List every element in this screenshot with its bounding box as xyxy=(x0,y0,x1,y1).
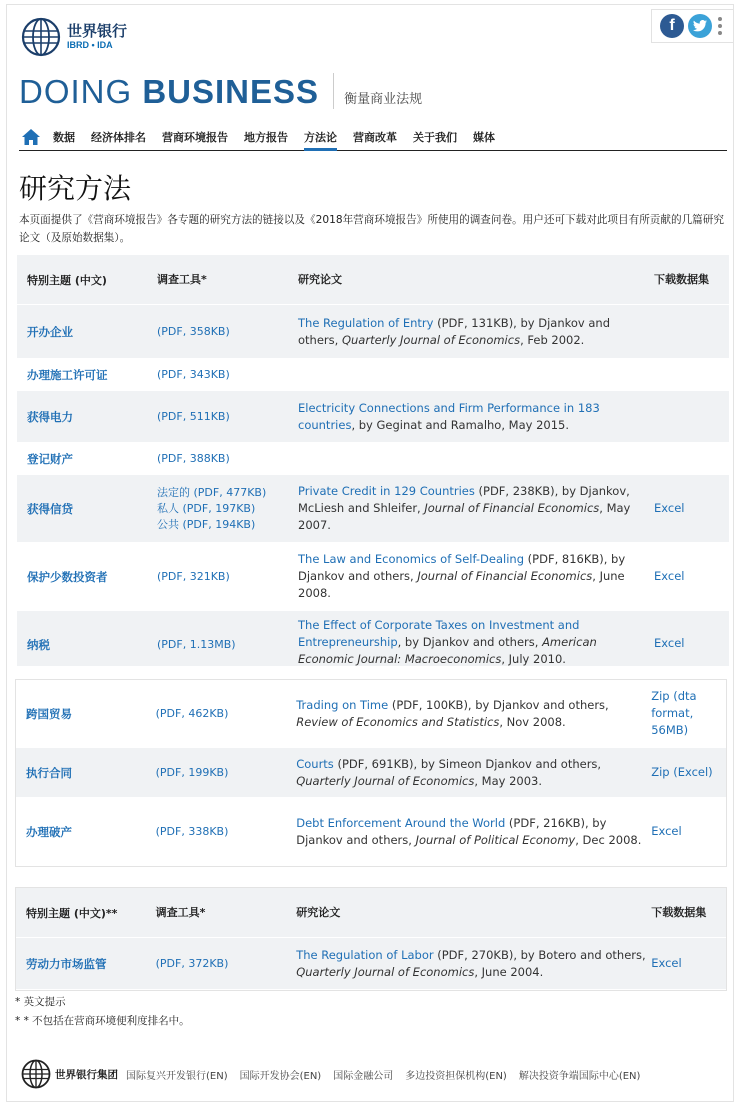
tool-link[interactable]: (PDF, 372KB) xyxy=(155,956,229,970)
paper-link[interactable]: The Effect of Corporate Taxes on Investment and Entrepreneurship xyxy=(298,618,580,649)
paper-cell xyxy=(298,551,652,602)
tool-link[interactable]: (PDF, 338KB) xyxy=(155,824,229,838)
footer-link-icsid[interactable]: 解决投资争端国际中心(EN) xyxy=(518,1070,641,1082)
footer-link-miga[interactable]: 多边投资担保机构(EN) xyxy=(405,1070,507,1082)
logo-cn-text: 世界银行 xyxy=(67,22,128,41)
social-bar xyxy=(651,9,733,43)
main-nav xyxy=(19,123,727,151)
journal-name: Quarterly Journal of Economics xyxy=(296,964,475,979)
tool-link[interactable]: (PDF, 343KB) xyxy=(157,367,230,381)
paper-text: (PDF, 100KB), by Djankov and others, xyxy=(388,697,609,712)
table-row xyxy=(17,543,729,611)
journal-name: American Economic Journal: Macroeconomics xyxy=(298,635,597,666)
journal-name: Quarterly Journal of Economics xyxy=(341,332,521,347)
more-dots-icon[interactable] xyxy=(716,14,724,38)
methodology-table-continued xyxy=(15,679,727,867)
brand-name: DOING BUSINESS xyxy=(19,73,320,110)
globe-icon xyxy=(21,17,61,57)
dataset-link[interactable]: Zip (dta format, 56MB) xyxy=(651,689,697,737)
paper-cell xyxy=(296,756,649,790)
nav-item-media[interactable]: 媒体 xyxy=(473,130,495,144)
dataset-link[interactable]: Excel xyxy=(651,824,682,838)
header-topic: 特别主题 (中文)** xyxy=(26,906,118,920)
tool-link-private[interactable]: 私人 (PDF, 197KB) xyxy=(157,501,256,515)
paper-cell xyxy=(298,483,652,534)
page-intro: 本页面提供了《营商环境报告》各专题的研究方法的链接以及《2018年营商环境报告》所使用的调查问卷。用户还可下载对此项目有所贡献的几篇研究论文（及原始数据集）。 xyxy=(19,214,724,244)
table-header-row xyxy=(17,255,729,305)
dataset-link[interactable]: Excel xyxy=(651,956,682,970)
world-bank-logo[interactable] xyxy=(21,17,127,57)
topic-link[interactable]: 获得信贷 xyxy=(27,501,73,516)
journal-name: Review of Economics and Statistics xyxy=(296,714,500,729)
brand-tagline: 衡量商业法规 xyxy=(344,92,423,107)
paper-text: (PDF, 216KB), by Djankov and others, xyxy=(296,815,607,847)
tool-link[interactable]: (PDF, 462KB) xyxy=(155,706,229,720)
paper-text: (PDF, 691KB), by Simeon Djankov and others, xyxy=(333,756,602,771)
facebook-icon[interactable]: f xyxy=(660,14,684,38)
nav-item-reports[interactable]: 营商环境报告 xyxy=(162,130,228,144)
paper-link[interactable]: The Regulation of Labor xyxy=(296,947,434,962)
table-row xyxy=(17,475,729,543)
paper-text: , by Geginat and Ramalho, May 2015. xyxy=(351,417,569,432)
dataset-link[interactable]: Excel xyxy=(654,569,685,583)
footer-link-ifc[interactable]: 国际金融公司 xyxy=(333,1070,394,1082)
paper-cell xyxy=(298,617,652,667)
footer xyxy=(21,1059,652,1089)
paper-tail: , May 2007. xyxy=(298,501,631,532)
footer-link-ibrd[interactable]: 国际复兴开发银行(EN) xyxy=(126,1070,228,1082)
nav-item-methodology[interactable]: 方法论 xyxy=(304,123,337,151)
header-topic: 特别主题 (中文) xyxy=(27,273,107,287)
paper-tail: , Dec 2008. xyxy=(575,832,642,847)
paper-link[interactable]: Trading on Time xyxy=(296,697,389,712)
methodology-table xyxy=(17,255,729,667)
paper-tail: , Feb 2002. xyxy=(520,332,585,347)
paper-text: (PDF, 131KB), by Djankov and others, xyxy=(298,315,611,347)
header-dataset: 下载数据集 xyxy=(651,906,707,919)
tool-link[interactable]: (PDF, 511KB) xyxy=(157,409,230,423)
header-paper: 研究论文 xyxy=(298,273,342,286)
journal-name: Journal of Financial Economics xyxy=(417,569,593,583)
topic-link[interactable]: 执行合同 xyxy=(26,765,72,780)
labor-table xyxy=(15,887,727,991)
paper-cell xyxy=(298,400,652,434)
twitter-icon[interactable] xyxy=(688,14,712,38)
table-row xyxy=(17,359,729,391)
topic-link[interactable]: 纳税 xyxy=(27,638,50,652)
logo-sub-text: IBRD • IDA xyxy=(67,40,113,51)
dataset-link[interactable]: Excel xyxy=(654,501,685,515)
tool-link-legal[interactable]: 法定的 (PDF, 477KB) xyxy=(157,485,267,499)
table-row xyxy=(17,305,729,359)
tool-link[interactable]: (PDF, 388KB) xyxy=(157,451,230,465)
paper-link[interactable]: Electricity Connections and Firm Performance in 183 countries xyxy=(298,400,600,432)
table-row xyxy=(16,748,726,798)
brand-divider xyxy=(333,73,334,109)
header-paper: 研究论文 xyxy=(296,906,341,919)
doing-business-brand[interactable] xyxy=(19,73,422,109)
paper-tail: , Nov 2008. xyxy=(499,714,566,729)
journal-name: Journal of Financial Economics xyxy=(424,501,600,515)
globe-icon[interactable] xyxy=(21,1059,51,1089)
table-row xyxy=(17,391,729,443)
topic-link[interactable]: 开办企业 xyxy=(27,324,73,339)
page-title: 研究方法 xyxy=(19,172,132,205)
journal-name: Quarterly Journal of Economics xyxy=(296,773,475,788)
paper-link[interactable]: The Regulation of Entry xyxy=(298,315,434,330)
paper-text: (PDF, 270KB), by Botero and others, xyxy=(433,947,646,962)
paper-cell xyxy=(296,815,649,849)
table-row xyxy=(17,611,729,667)
tool-link-public[interactable]: 公共 (PDF, 194KB) xyxy=(157,517,256,531)
paper-link[interactable]: The Law and Economics of Self-Dealing xyxy=(298,552,525,566)
nav-item-reforms[interactable]: 营商改革 xyxy=(353,130,397,144)
home-icon[interactable] xyxy=(19,129,43,145)
tool-link[interactable]: (PDF, 1.13MB) xyxy=(157,638,236,651)
paper-text: (PDF, 816KB), by Djankov and others, xyxy=(298,552,626,583)
table-row xyxy=(16,798,726,866)
topic-link[interactable]: 办理破产 xyxy=(26,824,72,839)
nav-item-rankings[interactable]: 经济体排名 xyxy=(91,130,146,144)
header-tool: 调查工具* xyxy=(157,272,207,286)
footnotes xyxy=(15,993,190,1031)
paper-link[interactable]: Private Credit in 129 Countries xyxy=(298,484,475,498)
paper-link[interactable]: Debt Enforcement Around the World xyxy=(296,815,506,830)
paper-cell xyxy=(296,947,649,981)
header-dataset: 下载数据集 xyxy=(654,273,709,286)
paper-text: (PDF, 238KB), by Djankov, McLiesh and Shleifer, xyxy=(298,484,630,515)
paper-tail: , June 2008. xyxy=(298,569,625,600)
paper-tail: , June 2004. xyxy=(474,964,544,979)
footnote-2: * * 不包括在营商环境便利度排名中。 xyxy=(15,1015,190,1027)
table-row xyxy=(16,938,726,990)
header-tool: 调查工具* xyxy=(155,905,206,919)
table-row xyxy=(16,680,726,748)
topic-link[interactable]: 跨国贸易 xyxy=(26,706,72,721)
tool-link[interactable]: (PDF, 358KB) xyxy=(157,324,230,338)
tool-link[interactable]: (PDF, 199KB) xyxy=(155,765,229,779)
nav-item-subnational[interactable]: 地方报告 xyxy=(244,130,288,144)
footer-brand[interactable]: 世界银行集团 xyxy=(55,1068,118,1081)
paper-cell xyxy=(296,697,649,731)
table-header-row xyxy=(16,888,726,938)
topic-link[interactable]: 保护少数投资者 xyxy=(27,569,108,584)
nav-item-about[interactable]: 关于我们 xyxy=(413,130,457,144)
paper-text: , by Djankov and others, xyxy=(397,635,543,649)
topic-link[interactable]: 获得电力 xyxy=(27,409,73,424)
tool-link[interactable]: (PDF, 321KB) xyxy=(157,569,230,583)
tool-cell xyxy=(157,485,298,533)
paper-tail: , July 2010. xyxy=(501,652,566,666)
topic-link[interactable]: 办理施工许可证 xyxy=(27,367,108,382)
journal-name: Journal of Political Economy xyxy=(415,832,576,847)
paper-cell xyxy=(298,315,652,349)
footer-link-ida[interactable]: 国际开发协会(EN) xyxy=(239,1070,322,1082)
topic-link[interactable]: 登记财产 xyxy=(27,451,73,466)
nav-item-data[interactable]: 数据 xyxy=(53,130,75,144)
table-row xyxy=(17,443,729,475)
paper-tail: , May 2003. xyxy=(474,773,543,788)
dataset-link[interactable]: Zip (Excel) xyxy=(651,765,713,779)
footnote-1: * 英文提示 xyxy=(15,996,66,1008)
topic-link[interactable]: 劳动力市场监管 xyxy=(26,956,107,971)
dataset-link[interactable]: Excel xyxy=(654,636,685,650)
paper-link[interactable]: Courts xyxy=(296,756,334,771)
page xyxy=(6,4,734,1102)
